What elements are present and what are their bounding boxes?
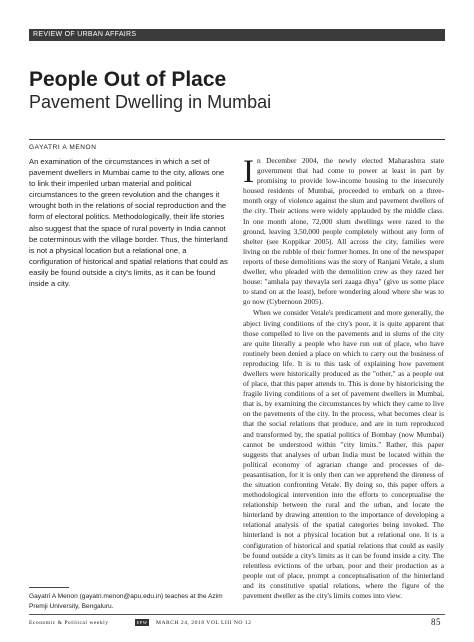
abstract: An examination of the circumstances in which a set of pavement dwellers in Mumbai came to the city, allows one to link their imperiled urban material and political circumstances to the green revolution and the changes it wrought both in the relations of social reproduction and the form of electoral politics. Methodologically, their life stories also suggest that the space of rural poverty in India cannot be coterminous with the village border. Thus, the hinterland is not a physical location but a relational one, a configuration of historical and spatial relations that could as easily be found outside a city's limits, as it can be found inside a city. xyxy=(29,157,228,289)
drop-cap: I xyxy=(243,154,254,190)
body-paragraph-1 xyxy=(243,156,444,307)
footer-rule xyxy=(29,614,445,615)
body-paragraph-1-text: n December 2004, the newly elected Maharashtra state government that had come to power at least in part by promising to provide low-income housing to the insecurely housed residents of Mumbai, proceeded to embark on a three-month orgy of violence against the slum and pavement dwellers of the city. Their actions were widely applauded by the middle class. In one month alone, 72,000 slum dwellings were razed to the ground, leaving 3,50,000 people completely without any form of shelter (see Koppikar 2005). All across the city, families were living on the rubble of their former homes. In one of the newspaper reports of these demolitions was the story of Ranjani Vetale, a slum dweller, who pleaded with the demolition crew as they razed her house: "amhala pay thevayla seri zaaga dhya" (give us some place to stand on at the least), before wondering aloud where she was to go now (Cybernoon 2005). xyxy=(243,156,444,307)
journal-name: Economic & Political weekly xyxy=(29,620,109,626)
page-footer xyxy=(29,617,445,631)
body-paragraph-2: When we consider Vetale's predicament and more generally, the abject living conditions of the city's poor, it is quite apparent that those compelled to live on the pavements and in slums of the city are quite literally a people who have run out of place, who have routinely been denied a place on which to carry out the business of reproducing life. It is to this task of explaining how pavement dwellers were historically produced as the "other," as a people out of place, that this paper attends to. This is done by historicising the fragile living conditions of a set of pavement dwellers in Mumbai, that is, by examining the circumstances by which they came to live on the pavements of the city. In the process, what becomes clear is that the social relations that produce, and are in turn reproduced and transformed by, the spatial politics of Bombay (now Mumbai) cannot be understood within "city limits." Rather, this paper suggests that analyses of urban India must be located within the political economy of agrarian change and processes of de-peasantisation, for it is only then can we apprehend the direness of the situation confronting Vetale. By doing so, this paper offers a methodological intervention into the efforts to conceptualise the relationship between the rural and the urban, and locate the hinterland by drawing attention to the importance of developing a relational analysis of the spatial categories being invoked. The hinterland is not a physical location but a relational one. It is a configuration of historical and spatial relations that could as easily be found outside a city's limits as it can be found inside a city. The relentless evictions of the urban, poor and their production as a people out of place, prompt a conceptualisation of the hinterland and its constitutive spatial relations, where the figure of the pavement dweller as the city's limits comes into view. xyxy=(243,308,444,601)
section-label: REVIEW OF URBAN AFFAIRS xyxy=(29,29,445,41)
author-affiliation: Gayatri A Menon (gayatri.menon@apu.edu.in) teaches at the Azim Premji University, Bengaluru. xyxy=(29,593,223,610)
title-rule xyxy=(29,139,445,140)
article-title: People Out of Place xyxy=(29,68,227,91)
epw-logo: EPW xyxy=(136,620,148,625)
issue-info: MARCH 24, 2018 VOL LIII NO 12 xyxy=(156,620,252,626)
page-number: 85 xyxy=(431,617,441,627)
affiliation-rule xyxy=(29,587,69,588)
author-name: GAYATRI A MENON xyxy=(29,144,97,151)
article-body xyxy=(243,156,444,601)
article-subtitle: Pavement Dwelling in Mumbai xyxy=(29,92,272,112)
